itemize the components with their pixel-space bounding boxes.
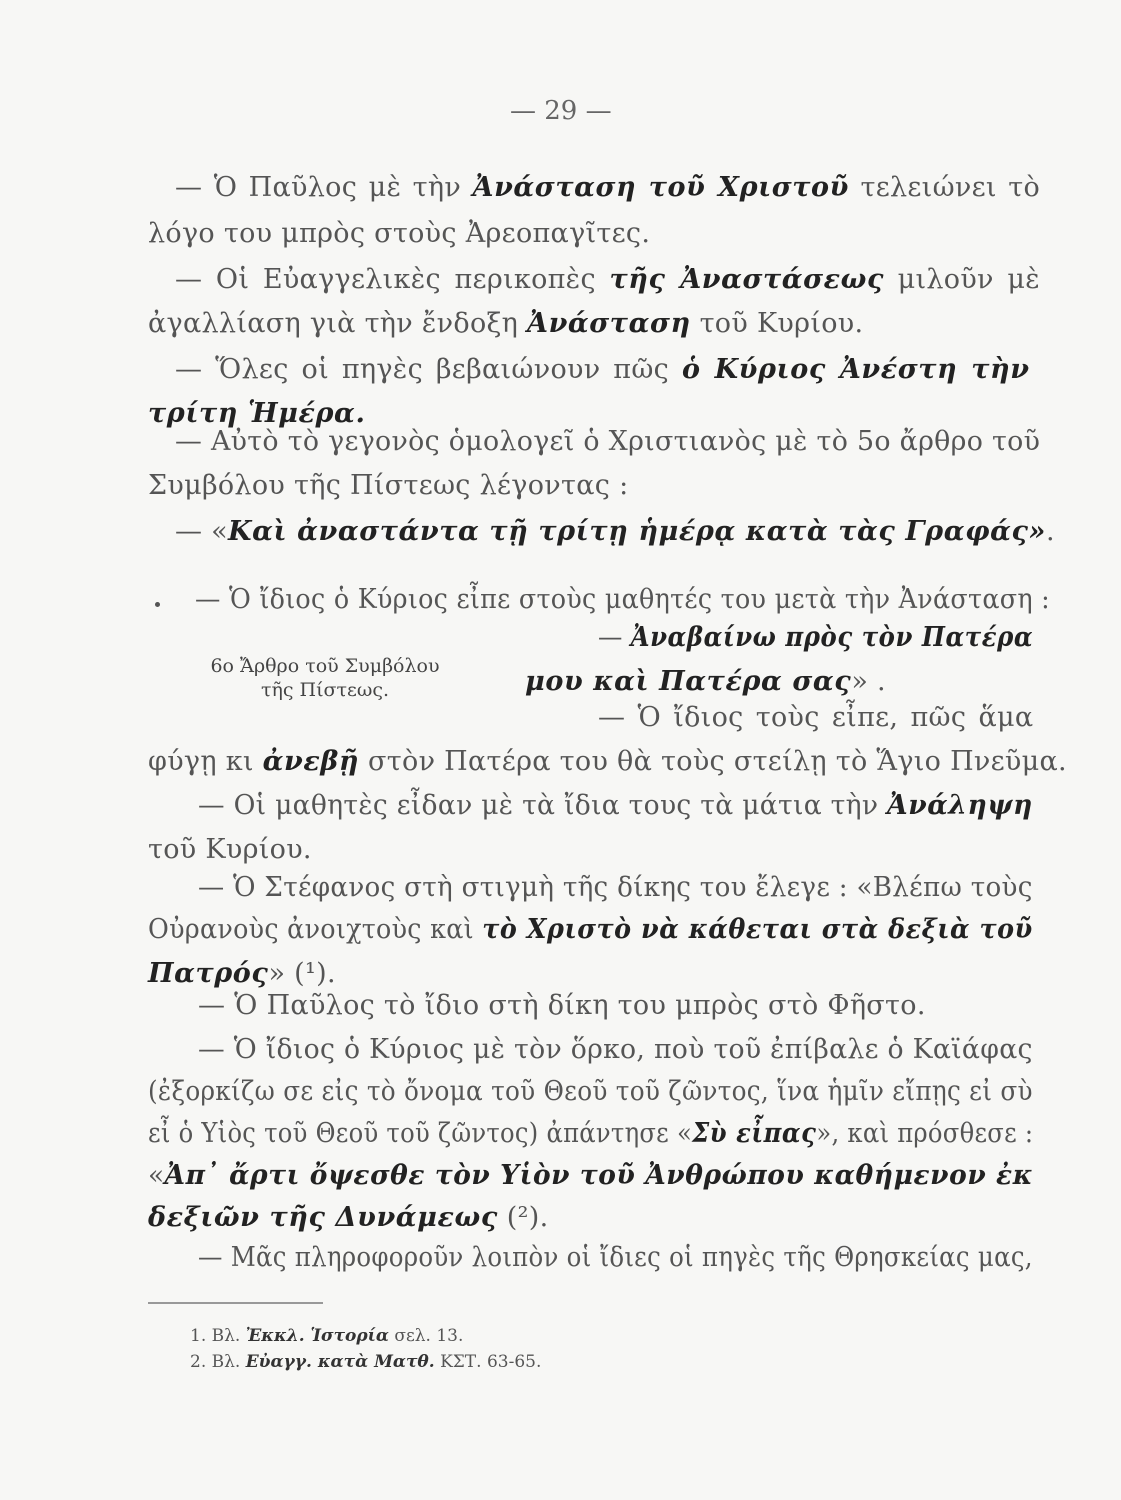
text-run: Οὐρανοὺς ἀνοιχτοὺς καὶ bbox=[148, 914, 483, 945]
text-run: — bbox=[598, 622, 631, 653]
text-run: ἀνεβῇ bbox=[262, 746, 360, 777]
text-run: — Ὁ ἴδιος ὁ Κύριος μὲ τὸν ὅρκο, ποὺ τοῦ ἐπίβαλε ὁ Καϊάφας bbox=[198, 1034, 1033, 1065]
sidenote-line-2: τῆς Πίστεως. bbox=[260, 679, 390, 701]
text-run: τὸ Χριστὸ νὰ κάθεται στὰ δεξιὰ τοῦ bbox=[482, 914, 1033, 945]
text-line bbox=[598, 620, 1033, 656]
text-run: δεξιῶν τῆς Δυνάμεως bbox=[148, 1202, 498, 1233]
footnote-run: Ἐκκλ. Ἱστορία bbox=[245, 1326, 389, 1346]
text-line bbox=[148, 1116, 1033, 1152]
text-run: « bbox=[148, 1160, 165, 1191]
footnote-run: 1. Βλ. bbox=[190, 1326, 246, 1346]
text-line bbox=[198, 788, 1033, 824]
text-run: μου καὶ Πατέρα σας bbox=[525, 666, 852, 697]
text-line bbox=[198, 1240, 1033, 1276]
text-run: μιλοῦν μὲ bbox=[884, 264, 1041, 295]
footnote bbox=[190, 1324, 463, 1348]
text-line bbox=[175, 262, 1040, 298]
text-run: τοῦ Κυρίου. bbox=[690, 308, 864, 339]
footnote bbox=[190, 1350, 541, 1374]
text-run: Συμβόλου τῆς Πίστεως λέγοντας : bbox=[148, 470, 629, 501]
text-run: εἶ ὁ Υἱὸς τοῦ Θεοῦ τοῦ ζῶντος) ἀπάντησε « bbox=[148, 1118, 693, 1149]
text-run: στὸν Πατέρα του θὰ τοὺς στείλῃ τὸ Ἅγιο Πνεῦμα. bbox=[359, 746, 1067, 777]
text-line bbox=[148, 1074, 1033, 1110]
text-line bbox=[198, 988, 926, 1024]
text-line bbox=[175, 170, 1040, 206]
text-line bbox=[175, 352, 1030, 388]
footnote-run: 2. Βλ. bbox=[190, 1352, 246, 1372]
text-run: Ἀπ᾿ ἄρτι ὄψεσθε τὸν Υἱὸν τοῦ Ἀνθρώπου καθήμενον ἐκ bbox=[164, 1160, 1034, 1191]
text-run: — Ὁ Στέφανος στὴ στιγμὴ τῆς δίκης του ἔλεγε : «Βλέπω τοὺς bbox=[198, 872, 1033, 903]
text-run: τῆς Ἀναστάσεως bbox=[609, 264, 885, 295]
text-run: — Ὁ Παῦλος μὲ τὴν bbox=[175, 172, 473, 203]
text-run: », καὶ πρόσθεσε : bbox=[816, 1118, 1034, 1149]
text-line bbox=[175, 424, 1040, 460]
text-run: Καὶ ἀναστάντα τῇ τρίτῃ ἡμέρᾳ κατὰ τὰς Γραφάς» bbox=[228, 516, 1047, 547]
footnote-run: ΚΣΤ. 63-65. bbox=[434, 1352, 542, 1372]
text-run: » . bbox=[851, 666, 886, 697]
text-line bbox=[148, 216, 650, 252]
text-run: (ἐξορκίζω σε εἰς τὸ ὄνομα τοῦ Θεοῦ τοῦ ζῶντος, ἵνα ἡμῖν εἴπῃς εἰ σὺ bbox=[148, 1076, 1033, 1107]
sidenote bbox=[160, 654, 490, 702]
text-line bbox=[148, 468, 628, 504]
text-run: τρίτη Ἡμέρα. bbox=[148, 398, 366, 429]
text-run: — Ὁ ἴδιος ὁ Κύριος εἶπε στοὺς μαθητές του μετὰ τὴν Ἀνάσταση : bbox=[195, 584, 1050, 615]
text-line bbox=[148, 832, 312, 868]
text-run: τελειώνει τὸ bbox=[849, 172, 1040, 203]
text-line bbox=[195, 582, 1050, 618]
text-run: — Ὅλες οἱ πηγὲς βεβαιώνουν πῶς bbox=[175, 354, 682, 385]
text-line bbox=[148, 956, 336, 992]
text-run: . bbox=[1046, 516, 1055, 547]
footnote-run: σελ. 13. bbox=[388, 1326, 464, 1346]
sidenote-line-1: 6ο Ἄρθρο τοῦ Συμβόλου bbox=[210, 655, 440, 677]
text-line bbox=[148, 1200, 548, 1236]
text-line bbox=[148, 912, 1033, 948]
text-run: — Μᾶς πληροφοροῦν λοιπὸν οἱ ἴδιες οἱ πηγὲς τῆς Θρησκείας μας, bbox=[198, 1242, 1033, 1273]
text-run: — Αὐτὸ τὸ γεγονὸς ὁμολογεῖ ὁ Χριστιανὸς μὲ τὸ 5ο ἄρθρο τοῦ bbox=[175, 426, 1041, 457]
text-run: Πατρός bbox=[148, 958, 269, 989]
page-number: — 29 — bbox=[510, 96, 612, 126]
text-run: — Οἱ Εὐαγγελικὲς περικοπὲς bbox=[175, 264, 610, 295]
text-line bbox=[198, 1032, 1033, 1068]
text-line bbox=[598, 700, 1033, 736]
text-run: ἀγαλλίαση γιὰ τὴν ἔνδοξη bbox=[148, 308, 528, 339]
text-run: ὁ Κύριος Ἀνέστη τὴν bbox=[681, 354, 1030, 385]
text-run: (²). bbox=[497, 1202, 549, 1233]
margin-mark bbox=[155, 602, 160, 607]
text-line bbox=[148, 1158, 1033, 1194]
text-run: — Ὁ Παῦλος τὸ ἴδιο στὴ δίκη του μπρὸς στὸ Φῆστο. bbox=[198, 990, 926, 1021]
text-line bbox=[148, 306, 863, 342]
text-run: φύγῃ κι bbox=[148, 746, 263, 777]
text-run: Σὺ εἶπας bbox=[692, 1118, 817, 1149]
text-run: Ἀνάσταση bbox=[527, 308, 691, 339]
text-run: » (¹). bbox=[268, 958, 336, 989]
text-line bbox=[148, 744, 1067, 780]
text-run: — Ὁ ἴδιος τοὺς εἶπε, πῶς ἅμα bbox=[598, 702, 1034, 733]
text-line bbox=[175, 514, 1055, 550]
text-run: λόγο του μπρὸς στοὺς Ἀρεοπαγῖτες. bbox=[148, 218, 651, 249]
text-run: τοῦ Κυρίου. bbox=[148, 834, 312, 865]
text-run: Ἀνάσταση τοῦ Χριστοῦ bbox=[472, 172, 850, 203]
text-run: Ἀναβαίνω πρὸς τὸν Πατέρα bbox=[630, 622, 1034, 653]
text-run: — « bbox=[175, 516, 229, 547]
text-line bbox=[525, 664, 886, 700]
text-line bbox=[198, 870, 1033, 906]
text-run: — Οἱ μαθητὲς εἶδαν μὲ τὰ ἴδια τους τὰ μάτια τὴν bbox=[198, 790, 888, 821]
text-run: Ἀνάληψη bbox=[887, 790, 1033, 821]
footnote-run: Εὐαγγ. κατὰ Ματθ. bbox=[245, 1352, 435, 1372]
footnote-rule bbox=[148, 1302, 323, 1304]
